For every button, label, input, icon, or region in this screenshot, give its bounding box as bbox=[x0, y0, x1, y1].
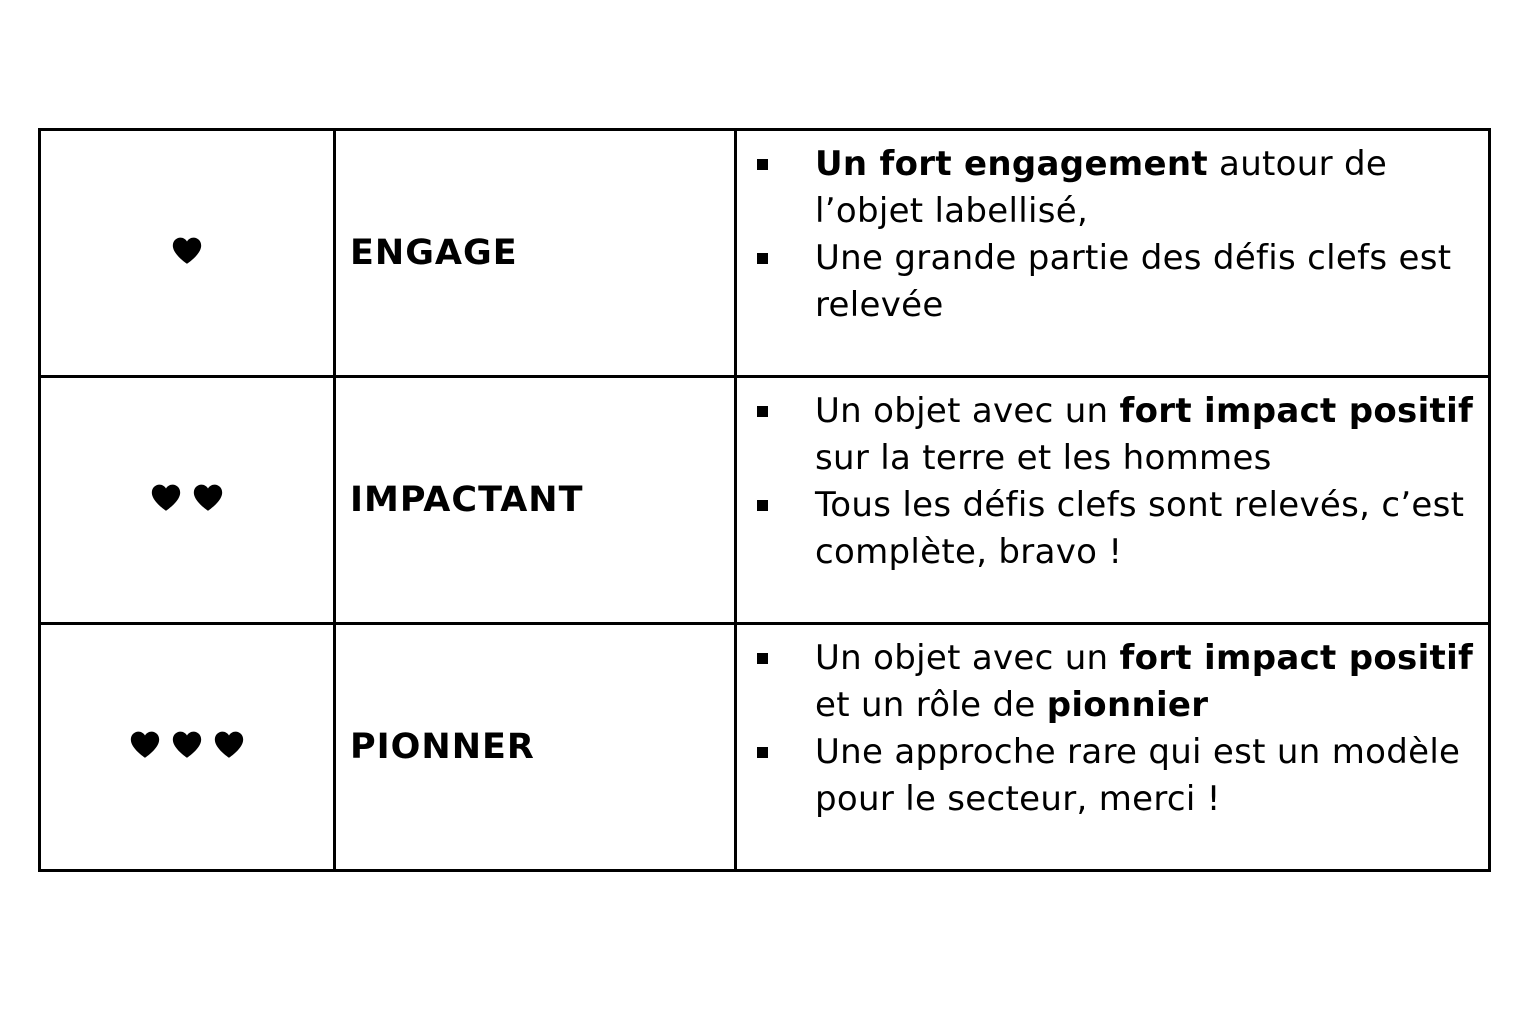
level-row bbox=[40, 130, 1490, 377]
level-row bbox=[40, 624, 1490, 871]
square-bullet-icon bbox=[757, 747, 768, 758]
level-name-cell bbox=[335, 624, 736, 871]
hearts-cell bbox=[40, 130, 335, 377]
hearts-rating bbox=[148, 481, 226, 515]
square-bullet-icon bbox=[757, 159, 768, 170]
square-bullet-icon bbox=[757, 253, 768, 264]
level-name: IMPACTANT bbox=[350, 480, 584, 520]
hearts-rating bbox=[127, 728, 247, 762]
emphasis-text: fort impact positif bbox=[1119, 638, 1474, 678]
level-description-cell bbox=[736, 377, 1490, 624]
description-text: sur la terre et les hommes bbox=[815, 438, 1272, 478]
hearts-cell bbox=[40, 377, 335, 624]
level-row bbox=[40, 377, 1490, 624]
level-description-cell bbox=[736, 624, 1490, 871]
description-text: Une grande partie des défis clefs est relevée bbox=[815, 238, 1452, 325]
list-item bbox=[737, 235, 1474, 329]
list-item bbox=[737, 635, 1474, 729]
square-bullet-icon bbox=[757, 653, 768, 664]
description-text: autour de l’objet labellisé, bbox=[815, 144, 1388, 231]
list-item bbox=[737, 388, 1474, 482]
level-name-cell bbox=[335, 130, 736, 377]
emphasis-text: Un fort engagement bbox=[815, 144, 1208, 184]
heart-icon bbox=[211, 728, 247, 762]
level-description-cell bbox=[736, 130, 1490, 377]
hearts-cell bbox=[40, 624, 335, 871]
description-list bbox=[737, 378, 1488, 576]
heart-icon bbox=[127, 728, 163, 762]
description-text: et un rôle de bbox=[815, 685, 1047, 725]
heart-icon bbox=[148, 481, 184, 515]
description-text: Un objet avec un bbox=[815, 391, 1120, 431]
rating-levels-table bbox=[38, 128, 1491, 872]
hearts-rating bbox=[169, 234, 205, 268]
rating-levels-body bbox=[40, 130, 1490, 871]
list-item bbox=[737, 141, 1474, 235]
square-bullet-icon bbox=[757, 500, 768, 511]
heart-icon bbox=[169, 234, 205, 268]
level-name: ENGAGE bbox=[350, 233, 518, 273]
square-bullet-icon bbox=[757, 406, 768, 417]
heart-icon bbox=[169, 728, 205, 762]
description-text: Tous les défis clefs sont relevés, c’est complète, bravo ! bbox=[815, 485, 1465, 572]
list-item bbox=[737, 482, 1474, 576]
emphasis-text: fort impact positif bbox=[1119, 391, 1474, 431]
description-list bbox=[737, 131, 1488, 329]
heart-icon bbox=[190, 481, 226, 515]
description-text: Une approche rare qui est un modèle pour le secteur, merci ! bbox=[815, 732, 1461, 819]
list-item bbox=[737, 729, 1474, 823]
level-name: PIONNER bbox=[350, 727, 535, 767]
description-list bbox=[737, 625, 1488, 823]
description-text: Un objet avec un bbox=[815, 638, 1120, 678]
level-name-cell bbox=[335, 377, 736, 624]
emphasis-text: pionnier bbox=[1046, 685, 1209, 725]
